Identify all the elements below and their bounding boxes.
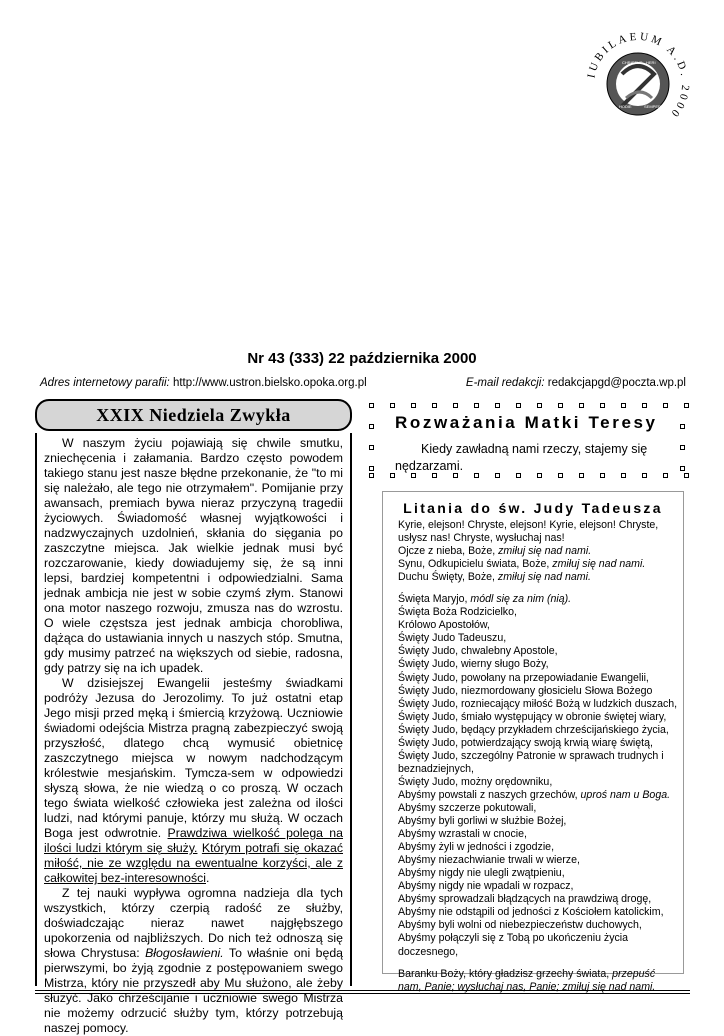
frame-square	[432, 403, 437, 408]
frame-square	[516, 403, 521, 408]
litany-line	[398, 724, 678, 737]
litany-invocation: Abyśmy byli wolni od niebezpieczeństw duchowych,	[398, 919, 642, 932]
litany-line	[398, 802, 678, 815]
reflection-paragraph-3	[44, 886, 343, 1036]
issue-number: Nr 43 (333) 22 października 2000	[247, 350, 477, 367]
email-label: E-mail redakcji:	[465, 377, 545, 389]
paragraph-2-end: .	[205, 871, 210, 885]
litany-invocation: Święty Judo, będący przykładem chrześcijańskiego życia,	[398, 723, 669, 736]
jubilee-2000-logo	[582, 28, 694, 140]
litany-invocation: Abyśmy połączyli się z Tobą po ukończeniu życia doczesnego,	[398, 932, 629, 958]
litany-gap	[398, 959, 678, 968]
paragraph-3-rest: To właśnie oni będą pierwszymi, bo żyją zgodnie z postępowaniem swego Mistrza, który nie przyszedł aby Mu służono, ale żeby służyć. Jako chrześcijanie i uczniowie swego Mistrza nie możemy odrzucić służby tym, którzy potrzebują naszej pomocy.	[44, 946, 343, 1035]
litany-invocation: Abyśmy wzrastali w cnocie,	[398, 828, 527, 841]
litany-line	[398, 606, 678, 619]
litany-line	[398, 558, 678, 571]
litany-invocation: Abyśmy sprowadzali błądzących na prawdziwą drogę,	[398, 893, 652, 906]
frame-square	[369, 424, 374, 429]
litany-line	[398, 632, 678, 645]
litany-body	[398, 519, 678, 994]
frame-square	[537, 403, 542, 408]
meditation-title: Rozważania Matki Teresy	[395, 413, 658, 432]
litany-line	[398, 737, 678, 750]
frame-square	[579, 403, 584, 408]
sunday-title-banner	[35, 399, 352, 431]
litany-line	[398, 932, 678, 958]
litany-invocation: Święty Judo, powołany na przepowiadanie Ewangelii,	[398, 671, 649, 684]
litany-invocation: Święty Judo, chwalebny Apostole,	[398, 645, 558, 658]
litany-response: módl się za nim (nią).	[470, 593, 572, 606]
litany-line	[398, 619, 678, 632]
paragraph-3-text: Z tej nauki wypływa ogromna nadzieja dla tych wszystkich, którzy czerpią radość ze służby, doświadczając nieraz nawet najgłębszego upokorzenia od najbliższych. Do nich też odnoszą się słowa Chrystusa:	[44, 886, 343, 960]
meditation-text	[395, 441, 670, 475]
litany-invocation: Królowo Apostołów,	[398, 619, 490, 632]
frame-square	[495, 403, 500, 408]
litany-line	[398, 919, 678, 932]
frame-square	[558, 403, 563, 408]
litany-line	[398, 519, 678, 545]
litany-line	[398, 893, 678, 906]
frame-square	[369, 403, 374, 408]
frame-square	[600, 403, 605, 408]
litany-invocation: Duchu Święty, Boże,	[398, 571, 498, 584]
litany-response: zmiłuj się nad nami.	[498, 545, 592, 558]
litany-invocation: Święty Judo, wierny sługo Boży,	[398, 658, 549, 671]
litany-invocation: Abyśmy niezachwianie trwali w wierze,	[398, 854, 580, 867]
frame-square	[474, 403, 479, 408]
logo-inner-text-2: HERI	[646, 60, 656, 65]
logo-inner-text-1: CHRISTUS	[622, 60, 643, 65]
logo-inner-text-3: HODIE	[619, 104, 632, 109]
litany-invocation: Święta Boża Rodzicielko,	[398, 606, 517, 619]
frame-square	[369, 466, 374, 471]
litany-invocation: Ojcze z nieba, Boże,	[398, 545, 499, 558]
litany-invocation: Święty Judo, szczególny Patronie w sprawach trudnych i beznadziejnych,	[398, 749, 664, 775]
litany-line	[398, 698, 678, 711]
reflection-paragraph-1: W naszym życiu pojawiają się chwile smutku, zniechęcenia i załamania. Bardzo często powodem takiego stanu jest nasze błędne przekonanie, że "to mi się należało, ale tego nie otrzymałem". Pomijanie przy awansach, premiach bywa nieraz przyczyną tragedii życiowych. Świadomość własnej wyjątkowości i nadzwyczajnych uzdolnień, skłania do sięgania po zaszczytne miejsca. Jak wielkie jednak musi być rozczarowanie, kiedy dowiadujemy się, że są inni lepsi, bardziej kompetentni i odpowiedzialni. Sama jednak ambicja nie jest w sobie czymś złym. Stanowi ona motor naszego rozwoju, zmusza nas do wzrostu. O wiele częstsza jest jednak ambicja chorobliwa, dążąca do ustawiania innych u naszych stóp. Smutna, gdy musimy patrzeć na większych od siebie, radosna, gdy patrzy się na ich upadek.	[44, 436, 343, 675]
address-link[interactable]: http://www.ustron.bielsko.opoka.org.pl	[172, 377, 367, 389]
litany-invocation: Kyrie, elejson! Chryste, elejson! Kyrie, elejson! Chryste, usłysz nas! Chryste, wysłuchaj nas!	[398, 519, 659, 545]
litany-line	[398, 867, 678, 880]
reflection-article	[35, 433, 352, 1035]
litany-title: Litania do św. Judy Tadeusza	[403, 500, 663, 516]
litany-line	[398, 828, 678, 841]
frame-square	[680, 424, 685, 429]
frame-square	[680, 445, 685, 450]
reflection-paragraph-2	[44, 676, 343, 886]
litany-line	[398, 854, 678, 867]
litany-invocation: Abyśmy nie odstąpili od jedności z Kościołem katolickim,	[398, 906, 664, 919]
litany-line	[398, 571, 678, 584]
bottom-rule	[35, 990, 690, 994]
litany-line	[398, 815, 678, 828]
litany-invocation: Święta Maryjo,	[398, 593, 471, 606]
litany-invocation: Synu, Odkupicielu świata, Boże,	[398, 558, 553, 571]
paragraph-2-text: W dzisiejszej Ewangelii jesteśmy świadkami podróży Jezusa do Jerozolimy. To już ostatni etap Jego misji przed męką i śmiercią krzyżową. Uczniowie świadomi odejścia Mistrza pragną zabezpieczyć swoją przyszłość, dlatego chcą wymusić obietnicę zaszczytnego miejsca w nowym nadchodzącym królestwie mesjańskim. Tymcza-sem w odpowiedzi słyszą słowa, że nie wiedzą o co proszą. W oczach tego świata wielkość człowieka jest zależna od ilości ludzi, nad którymi panuje, którzy mu służą. W oczach Boga jest odwrotnie.	[44, 676, 343, 840]
email-link[interactable]: redakcjapgd@poczta.wp.pl	[547, 377, 686, 389]
frame-square	[369, 445, 374, 450]
litany-response: zmiłuj się nad nami.	[552, 558, 646, 571]
litany-invocation: Święty Judo, niezmordowany głosicielu Słowa Bożego	[398, 684, 653, 697]
litany-line	[398, 658, 678, 671]
frame-square	[453, 403, 458, 408]
litany-invocation: Abyśmy nigdy nie wpadali w rozpacz,	[398, 880, 574, 893]
logo-inner-text-4: SEMPER	[644, 104, 661, 109]
frame-square	[684, 403, 689, 408]
underlined-sentence-1: Prawdziwa wielkość polega na ilości ludzi którym się służy.	[44, 826, 343, 855]
litany-response: zmiłuj się nad nami.	[497, 571, 591, 584]
litany-gap	[398, 584, 678, 593]
frame-square	[369, 473, 374, 478]
litany-box	[382, 491, 684, 993]
litany-line	[398, 545, 678, 558]
frame-square	[684, 473, 689, 478]
frame-square	[663, 403, 668, 408]
litany-invocation: Święty Judo Tadeuszu,	[398, 632, 507, 645]
litany-line	[398, 750, 678, 776]
address-label: Adres internetowy parafii:	[40, 377, 170, 389]
frame-square	[390, 403, 395, 408]
logo-ring-text: IUBILAEUM A.D. 2000	[585, 30, 692, 122]
meditation-quote: Kiedy zawładną nami rzeczy, stajemy się nędzarzami.	[395, 442, 648, 473]
litany-line	[398, 685, 678, 698]
litany-line	[398, 593, 678, 606]
litany-line	[398, 645, 678, 658]
frame-square	[642, 403, 647, 408]
litany-line	[398, 776, 678, 789]
editorial-email	[466, 377, 686, 389]
frame-square	[411, 403, 416, 408]
litany-line	[398, 672, 678, 685]
litany-invocation: Abyśmy nigdy nie ulegli zwątpieniu,	[398, 867, 565, 880]
litany-invocation: Abyśmy szczerze pokutowali,	[398, 801, 537, 814]
parish-address	[40, 377, 367, 389]
litany-line	[398, 841, 678, 854]
litany-invocation: Święty Judo, możny orędowniku,	[398, 775, 553, 788]
frame-square	[621, 403, 626, 408]
sunday-title: XXIX Niedziela Zwykła	[96, 404, 291, 425]
litany-invocation: Abyśmy powstali z naszych grzechów,	[398, 788, 581, 801]
underlined-sentence-2: Którym potrafi się okazać miłość, nie ze względu na ewentualne korzyści, ale z całkowitej bez-interesowności	[44, 841, 343, 885]
litany-invocation: Abyśmy byli gorliwi w służbie Bożej,	[398, 815, 567, 828]
litany-response: przepuść nam, Panie; wysłuchaj nas, Panie; zmiłuj się nad nami.	[398, 967, 656, 993]
litany-invocation: Święty Judo, rozniecający miłość Bożą w ludzkich duszach,	[398, 697, 678, 710]
litany-invocation: Abyśmy żyli w jedności i zgodzie,	[398, 841, 555, 854]
frame-square	[680, 466, 685, 471]
paragraph-3-italic: Błogosławieni.	[145, 946, 224, 960]
litany-invocation: Święty Judo, śmiało występujący w obronie świętej wiary,	[398, 710, 667, 723]
litany-line	[398, 880, 678, 893]
litany-invocation: Baranku Boży, który gładzisz grzechy świata,	[398, 967, 613, 980]
litany-invocation: Święty Judo, potwierdzający swoją krwią wiarę świętą,	[398, 736, 653, 749]
litany-line	[398, 789, 678, 802]
litany-response: uproś nam u Boga.	[580, 788, 671, 801]
litany-line	[398, 711, 678, 724]
litany-line	[398, 906, 678, 919]
